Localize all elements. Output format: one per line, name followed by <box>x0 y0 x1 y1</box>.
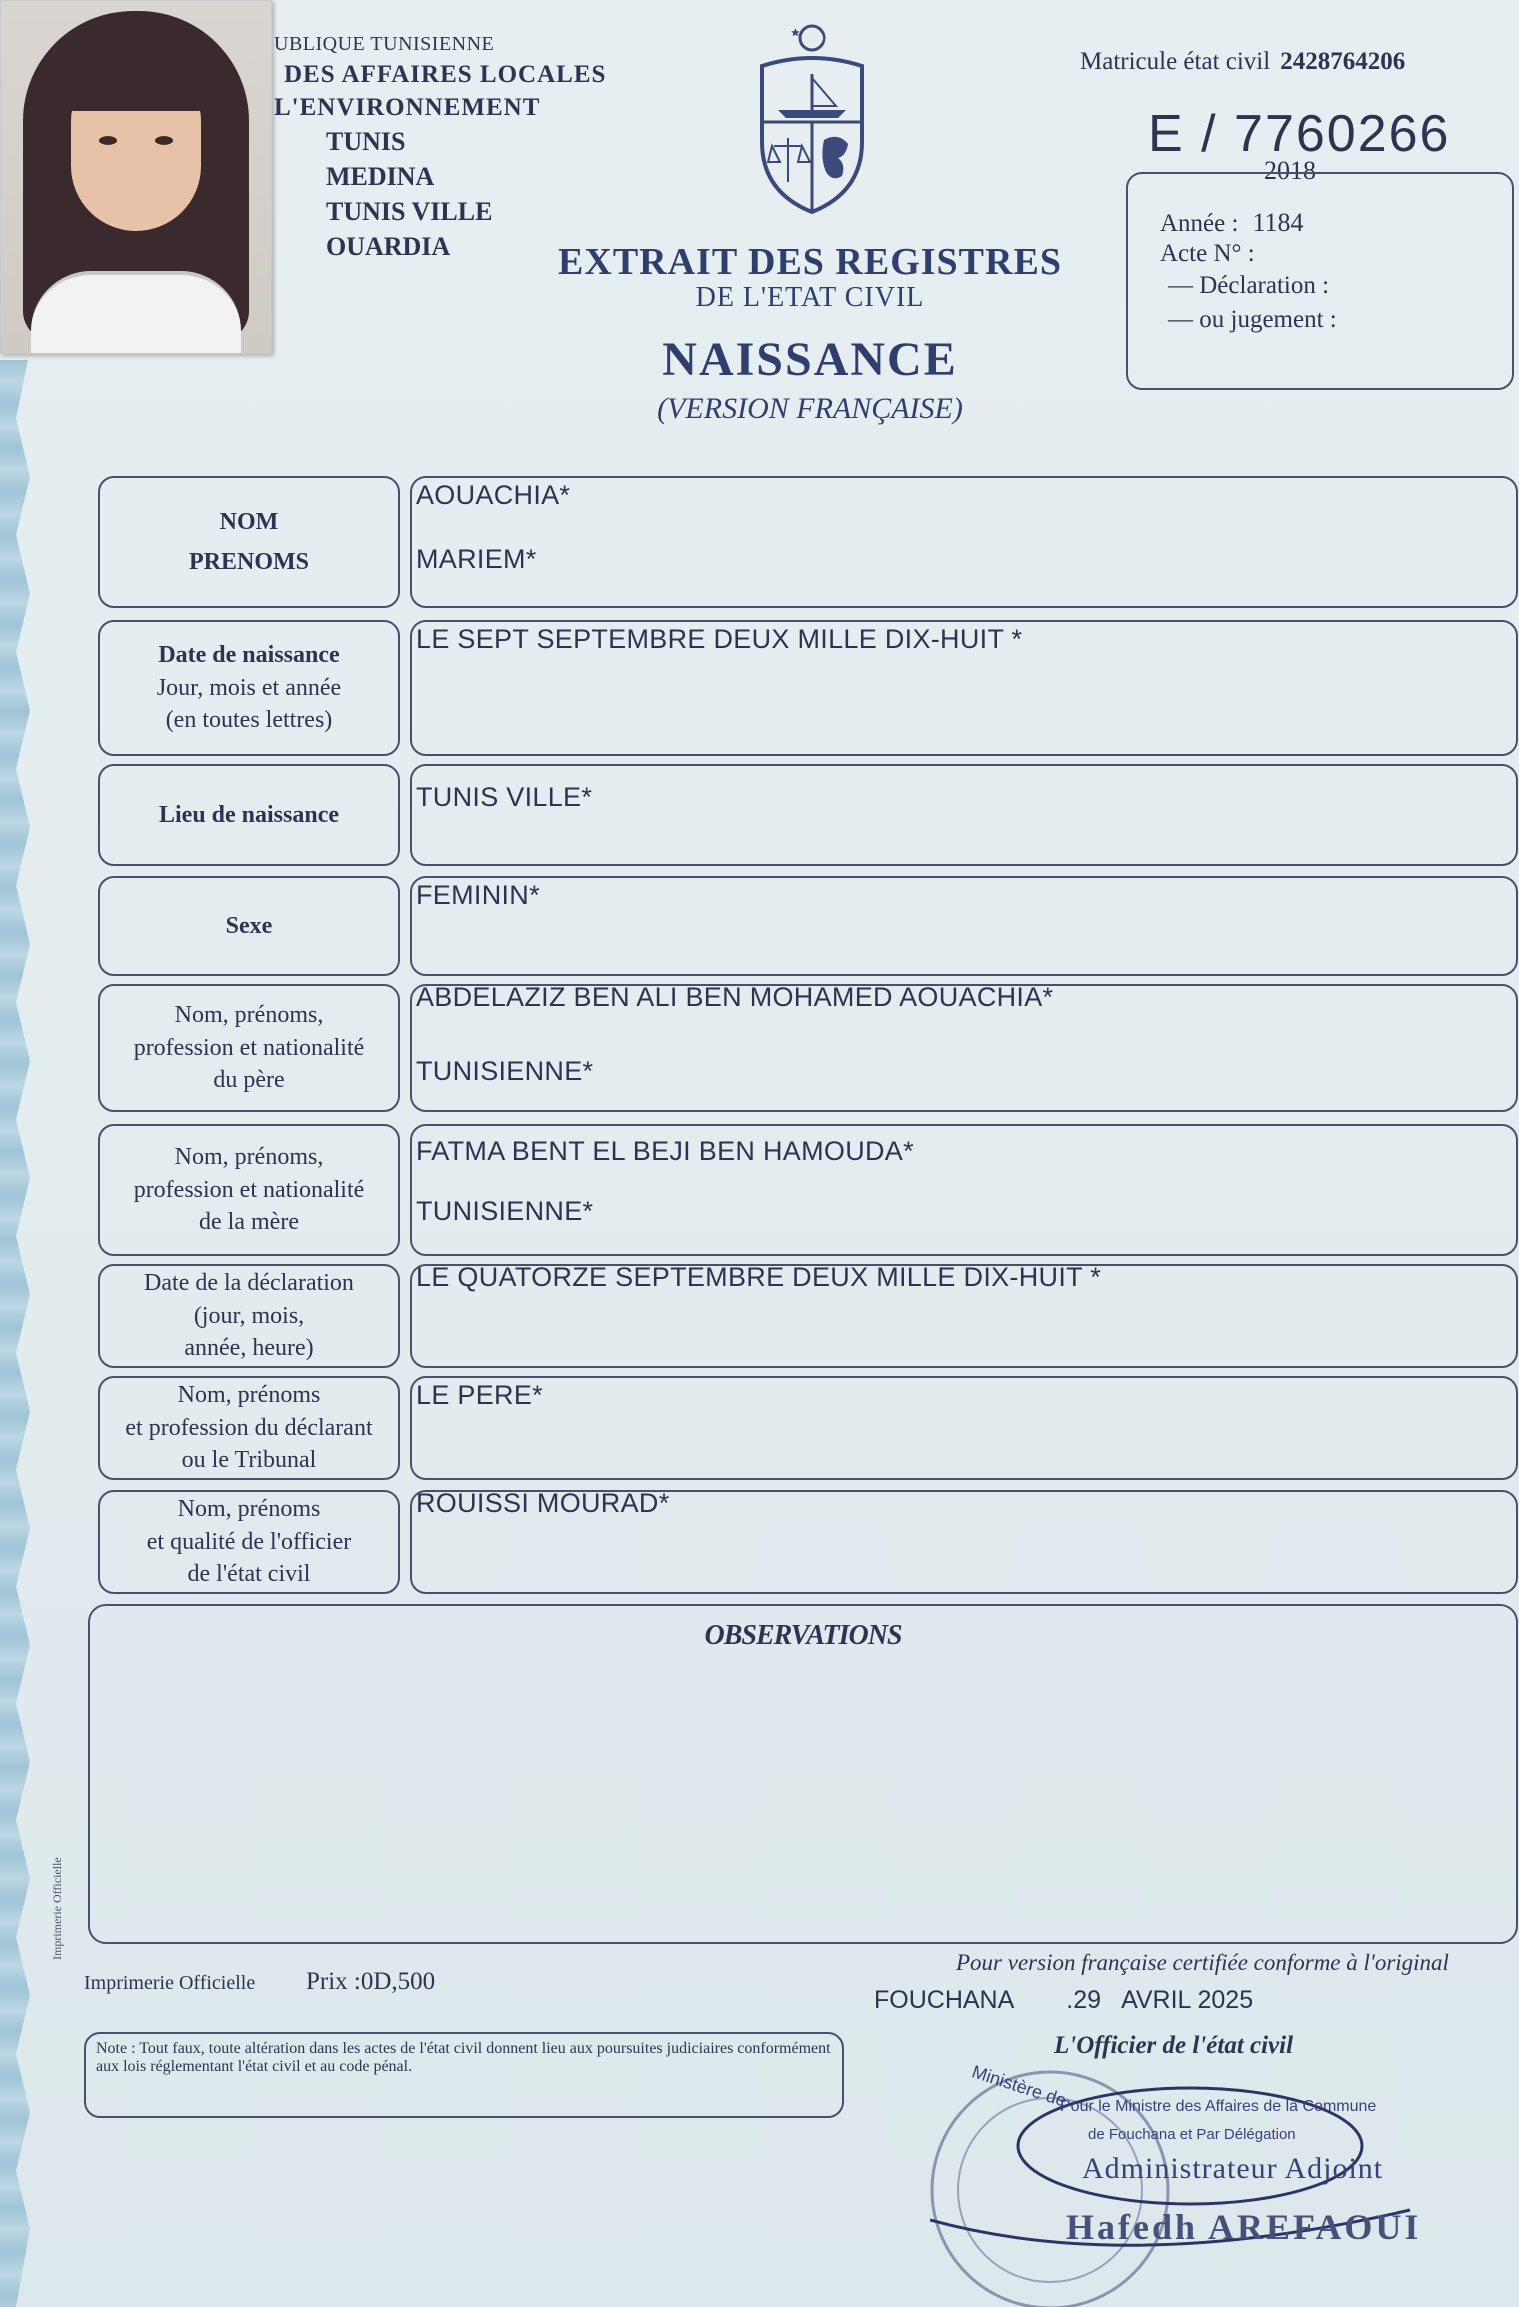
field-label <box>98 1124 400 1256</box>
label-officer-2: et qualité de l'officier <box>146 1528 352 1555</box>
document-type: NAISSANCE <box>662 333 958 386</box>
legal-note: Note : Tout faux, toute altération dans les actes de l'état civil donnent lieu aux poursuites judiciaires conformément aux lois réglementant l'état civil et au code pénal. <box>84 2032 844 2118</box>
label-birth-place: Lieu de naissance <box>158 801 340 828</box>
field-value <box>410 1490 1518 1594</box>
value-father-nationality: TUNISIENNE* <box>416 1056 594 1086</box>
header-line-6: TUNIS VILLE <box>326 197 493 226</box>
label-nom: NOM <box>219 508 279 535</box>
label-officer-3: de l'état civil <box>187 1561 311 1588</box>
header-line-4: TUNIS <box>326 127 406 156</box>
stamp-ministere: Ministère de <box>969 2061 1069 2111</box>
header-line-5: MEDINA <box>326 162 435 191</box>
label-declarant-3: ou le Tribunal <box>181 1447 317 1474</box>
field-row-sex <box>98 876 1518 976</box>
declaration-label: — Déclaration : <box>1168 272 1330 299</box>
label-prenoms: PRENOMS <box>189 549 309 575</box>
label-declaration-3: année, heure) <box>184 1335 314 1362</box>
label-declarant-1: Nom, prénoms <box>177 1382 321 1409</box>
month-year: AVRIL 2025 <box>1121 1986 1254 2014</box>
side-print-text: Imprimerie Officielle <box>50 1857 64 1960</box>
value-officer: ROUISSI MOURAD* <box>416 1488 670 1518</box>
label-birth-date-sub2: (en toutes lettres) <box>165 707 333 734</box>
value-mother-name: FATMA BENT EL BEJI BEN HAMOUDA* <box>416 1136 914 1166</box>
field-row-declarant <box>98 1376 1518 1480</box>
annee <box>1160 208 1304 238</box>
field-row-birth-date <box>98 620 1518 756</box>
field-value <box>410 876 1518 976</box>
label-sex: Sexe <box>225 912 273 939</box>
document-subtitle: DE L'ETAT CIVIL <box>695 282 925 313</box>
value-nom: AOUACHIA* <box>416 480 571 510</box>
label-birth-date-sub: Jour, mois et année <box>156 674 342 701</box>
label-mother-1: Nom, prénoms, <box>174 1144 324 1171</box>
stamp-name: Hafedh AREFAOUI <box>1066 2207 1422 2247</box>
label-mother-2: profession et nationalité <box>133 1176 365 1203</box>
field-row-birth-place <box>98 764 1518 866</box>
header-line-1: UBLIQUE TUNISIENNE <box>274 33 495 55</box>
header-line-2: DES AFFAIRES LOCALES <box>284 61 607 88</box>
observations-title: OBSERVATIONS <box>704 1620 902 1651</box>
field-row-name <box>98 476 1518 608</box>
stamp-line-1: Pour le Ministre des Affaires de la Commune <box>1060 2098 1377 2115</box>
field-label <box>98 984 400 1112</box>
observations-box <box>88 1604 1518 1944</box>
value-declaration-date: LE QUATORZE SEPTEMBRE DEUX MILLE DIX-HUIT * <box>416 1262 1102 1292</box>
label-declarant-2: et profession du déclarant <box>125 1414 373 1441</box>
field-label <box>98 876 400 976</box>
place: FOUCHANA <box>874 1986 1015 2014</box>
price: Prix :0D,500 <box>306 1968 436 1995</box>
decorative-wavy-edge <box>0 360 40 2307</box>
document-title: EXTRAIT DES REGISTRES <box>558 241 1062 283</box>
stamp-line-3: Administrateur Adjoint <box>1082 2152 1384 2185</box>
field-row-declaration-date <box>98 1264 1518 1368</box>
reference-year: 2018 <box>1264 156 1316 185</box>
value-mother-nationality: TUNISIENNE* <box>416 1196 594 1226</box>
value-birth-place: TUNIS VILLE* <box>416 782 593 812</box>
jugement-label: — ou jugement : <box>1168 306 1337 333</box>
field-value <box>410 1376 1518 1480</box>
annee-label: Année : <box>1160 210 1239 237</box>
value-father-name: ABDELAZIZ BEN ALI BEN MOHAMED AOUACHIA* <box>416 982 1054 1012</box>
field-value <box>410 620 1518 756</box>
value-prenoms: MARIEM* <box>416 544 537 574</box>
field-value <box>410 476 1518 608</box>
label-father-3: du père <box>213 1067 285 1094</box>
field-value <box>410 1264 1518 1368</box>
field-value <box>410 764 1518 866</box>
field-label <box>98 476 400 608</box>
place-and-date <box>874 1986 1253 2015</box>
tunisia-coat-of-arms-icon <box>748 22 876 222</box>
field-value <box>410 984 1518 1112</box>
field-label <box>98 1490 400 1594</box>
header-line-3: L'ENVIRONNEMENT <box>274 94 541 121</box>
reference-number: E / 7760266 <box>1148 105 1451 163</box>
field-row-mother <box>98 1124 1518 1256</box>
label-birth-date: Date de naissance <box>158 642 340 669</box>
field-row-father <box>98 984 1518 1112</box>
matricule <box>1080 48 1405 76</box>
imprimerie-label: Imprimerie Officielle <box>84 1972 256 1994</box>
id-photo <box>0 0 272 354</box>
annee-value: 1184 <box>1252 208 1304 237</box>
header-line-7: OUARDIA <box>326 232 451 261</box>
matricule-value: 2428764206 <box>1280 48 1406 75</box>
certification-text: Pour version française certifiée conforme à l'original <box>956 1950 1449 1975</box>
day: .29 <box>1066 1986 1102 2014</box>
issuer-header <box>274 34 606 260</box>
field-row-officer <box>98 1490 1518 1594</box>
label-father-1: Nom, prénoms, <box>174 1002 324 1029</box>
value-declarant: LE PERE* <box>416 1380 543 1410</box>
value-sex: FEMININ* <box>416 880 540 910</box>
field-value <box>410 1124 1518 1256</box>
value-birth-date: LE SEPT SEPTEMBRE DEUX MILLE DIX-HUIT * <box>416 624 1023 654</box>
label-father-2: profession et nationalité <box>133 1034 365 1061</box>
field-label <box>98 1264 400 1368</box>
field-label <box>98 1376 400 1480</box>
label-declaration-1: Date de la déclaration <box>144 1270 354 1297</box>
acte-number-label: Acte N° : <box>1160 240 1255 267</box>
matricule-label: Matricule état civil <box>1080 48 1271 75</box>
document-version: (VERSION FRANÇAISE) <box>657 392 963 425</box>
officer-title: L'Officier de l'état civil <box>1054 2032 1294 2059</box>
field-label <box>98 764 400 866</box>
acte-box <box>1126 172 1514 390</box>
field-label <box>98 620 400 756</box>
stamp-line-2: de Fouchana et Par Délégation <box>1088 2126 1296 2143</box>
label-officer-1: Nom, prénoms <box>177 1496 321 1523</box>
label-declaration-2: (jour, mois, <box>193 1302 305 1329</box>
label-mother-3: de la mère <box>199 1209 299 1236</box>
